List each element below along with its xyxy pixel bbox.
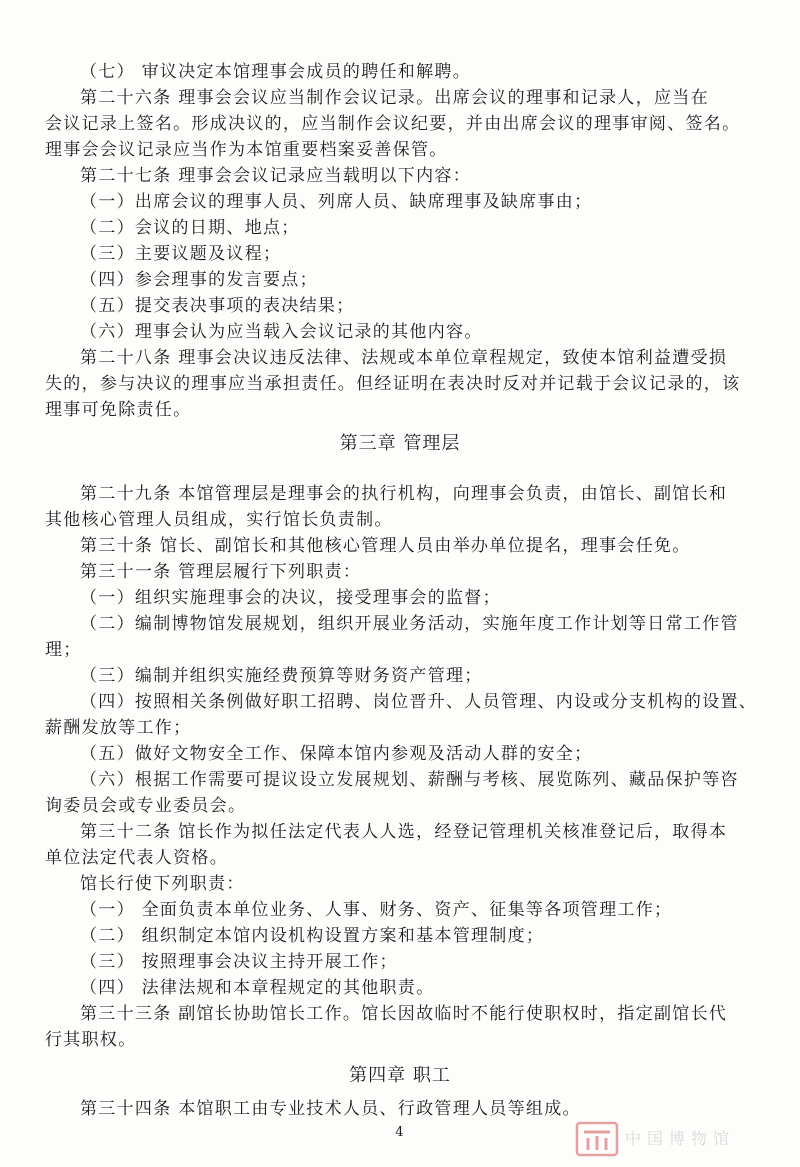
list-item: （二） 组织制定本馆内设机构设置方案和基本管理制度；	[80, 926, 545, 946]
article-26-line-1: 第二十六条 理事会会议应当制作会议记录。出席会议的理事和记录人，应当在	[80, 88, 709, 108]
list-item: （二）会议的日期、地点；	[80, 218, 300, 238]
list-item: （四）参会理事的发言要点；	[80, 270, 318, 290]
watermark-text: 中国博物馆	[625, 1129, 736, 1148]
article-28-line-2: 失的，参与决议的理事应当承担责任。但经证明在表决时反对并记载于会议记录的，该	[45, 374, 741, 394]
article-29-line-1: 第二十九条 本馆管理层是理事会的执行机构，向理事会负责，由馆长、副馆长和	[80, 484, 728, 504]
list-item: （一）组织实施理事会的决议，接受理事会的监督；	[80, 588, 501, 608]
article-33-line-1: 第三十三条 副馆长协助馆长工作。馆长因故临时不能行使职权时，指定副馆长代	[80, 1004, 728, 1024]
article-26-line-3: 理事会会议记录应当作为本馆重要档案妥善保管。	[45, 140, 448, 160]
list-item: （四） 法律法规和本章程规定的其他职责。	[80, 978, 435, 998]
list-item: （四）按照相关条例做好职工招聘、岗位晋升、人员管理、内设或分支机构的设置、	[80, 692, 758, 712]
list-item: （五）做好文物安全工作、保障本馆内参观及活动人群的安全；	[80, 744, 593, 764]
article-27-line-1: 第二十七条 理事会会议记录应当载明以下内容：	[80, 166, 472, 186]
chapter-4-heading: 第四章 职工	[349, 1065, 451, 1086]
list-item-seven: （七） 审议决定本馆理事会成员的聘任和解聘。	[80, 62, 472, 82]
museum-logo-icon	[575, 1120, 619, 1158]
article-33-line-2: 行其职权。	[45, 1030, 137, 1050]
list-item: （六）根据工作需要可提议设立发展规划、薪酬与考核、展览陈列、藏品保护等咨	[80, 770, 739, 790]
article-28-line-1: 第二十八条 理事会决议违反法律、法规或本单位章程规定，致使本馆利益遭受损	[80, 348, 728, 368]
list-item-continuation: 询委员会或专业委员会。	[45, 796, 247, 816]
list-item: （三）主要议题及议程；	[80, 244, 282, 264]
article-32-line-2: 单位法定代表人资格。	[45, 848, 228, 868]
list-item: （三） 按照理事会决议主持开展工作；	[80, 952, 398, 972]
article-28-line-3: 理事可免除责任。	[45, 400, 192, 420]
list-item-continuation: 薪酬发放等工作；	[45, 718, 192, 738]
article-26-line-2: 会议记录上签名。形成决议的，应当制作会议纪要，并由出席会议的理事审阅、签名。	[45, 114, 741, 134]
list-item-continuation: 理；	[45, 640, 82, 660]
list-item: （一）出席会议的理事人员、列席人员、缺席理事及缺席事由；	[80, 192, 593, 212]
article-29-line-2: 其他核心管理人员组成，实行馆长负责制。	[45, 510, 393, 530]
list-item: （二）编制博物馆发展规划，组织开展业务活动，实施年度工作计划等日常工作管	[80, 614, 739, 634]
article-34: 第三十四条 本馆职工由专业技术人员、行政管理人员等组成。	[80, 1099, 581, 1119]
list-item: （三）编制并组织实施经费预算等财务资产管理；	[80, 666, 483, 686]
article-32-line-1: 第三十二条 馆长作为拟任法定代表人人选，经登记管理机关核准登记后，取得本	[80, 822, 728, 842]
list-item: （五）提交表决事项的表决结果；	[80, 296, 355, 316]
article-31-line-1: 第三十一条 管理层履行下列职责：	[80, 562, 362, 582]
watermark	[575, 1120, 790, 1160]
chapter-3-heading: 第三章 管理层	[339, 433, 461, 454]
list-item: （一） 全面负责本单位业务、人事、财务、资产、征集等各项管理工作；	[80, 900, 673, 920]
page-number: 4	[395, 1125, 405, 1140]
director-duties-intro: 馆长行使下列职责：	[80, 874, 245, 894]
list-item: （六）理事会认为应当载入会议记录的其他内容。	[80, 322, 483, 342]
article-30: 第三十条 馆长、副馆长和其他核心管理人员由举办单位提名，理事会任免。	[80, 536, 691, 556]
